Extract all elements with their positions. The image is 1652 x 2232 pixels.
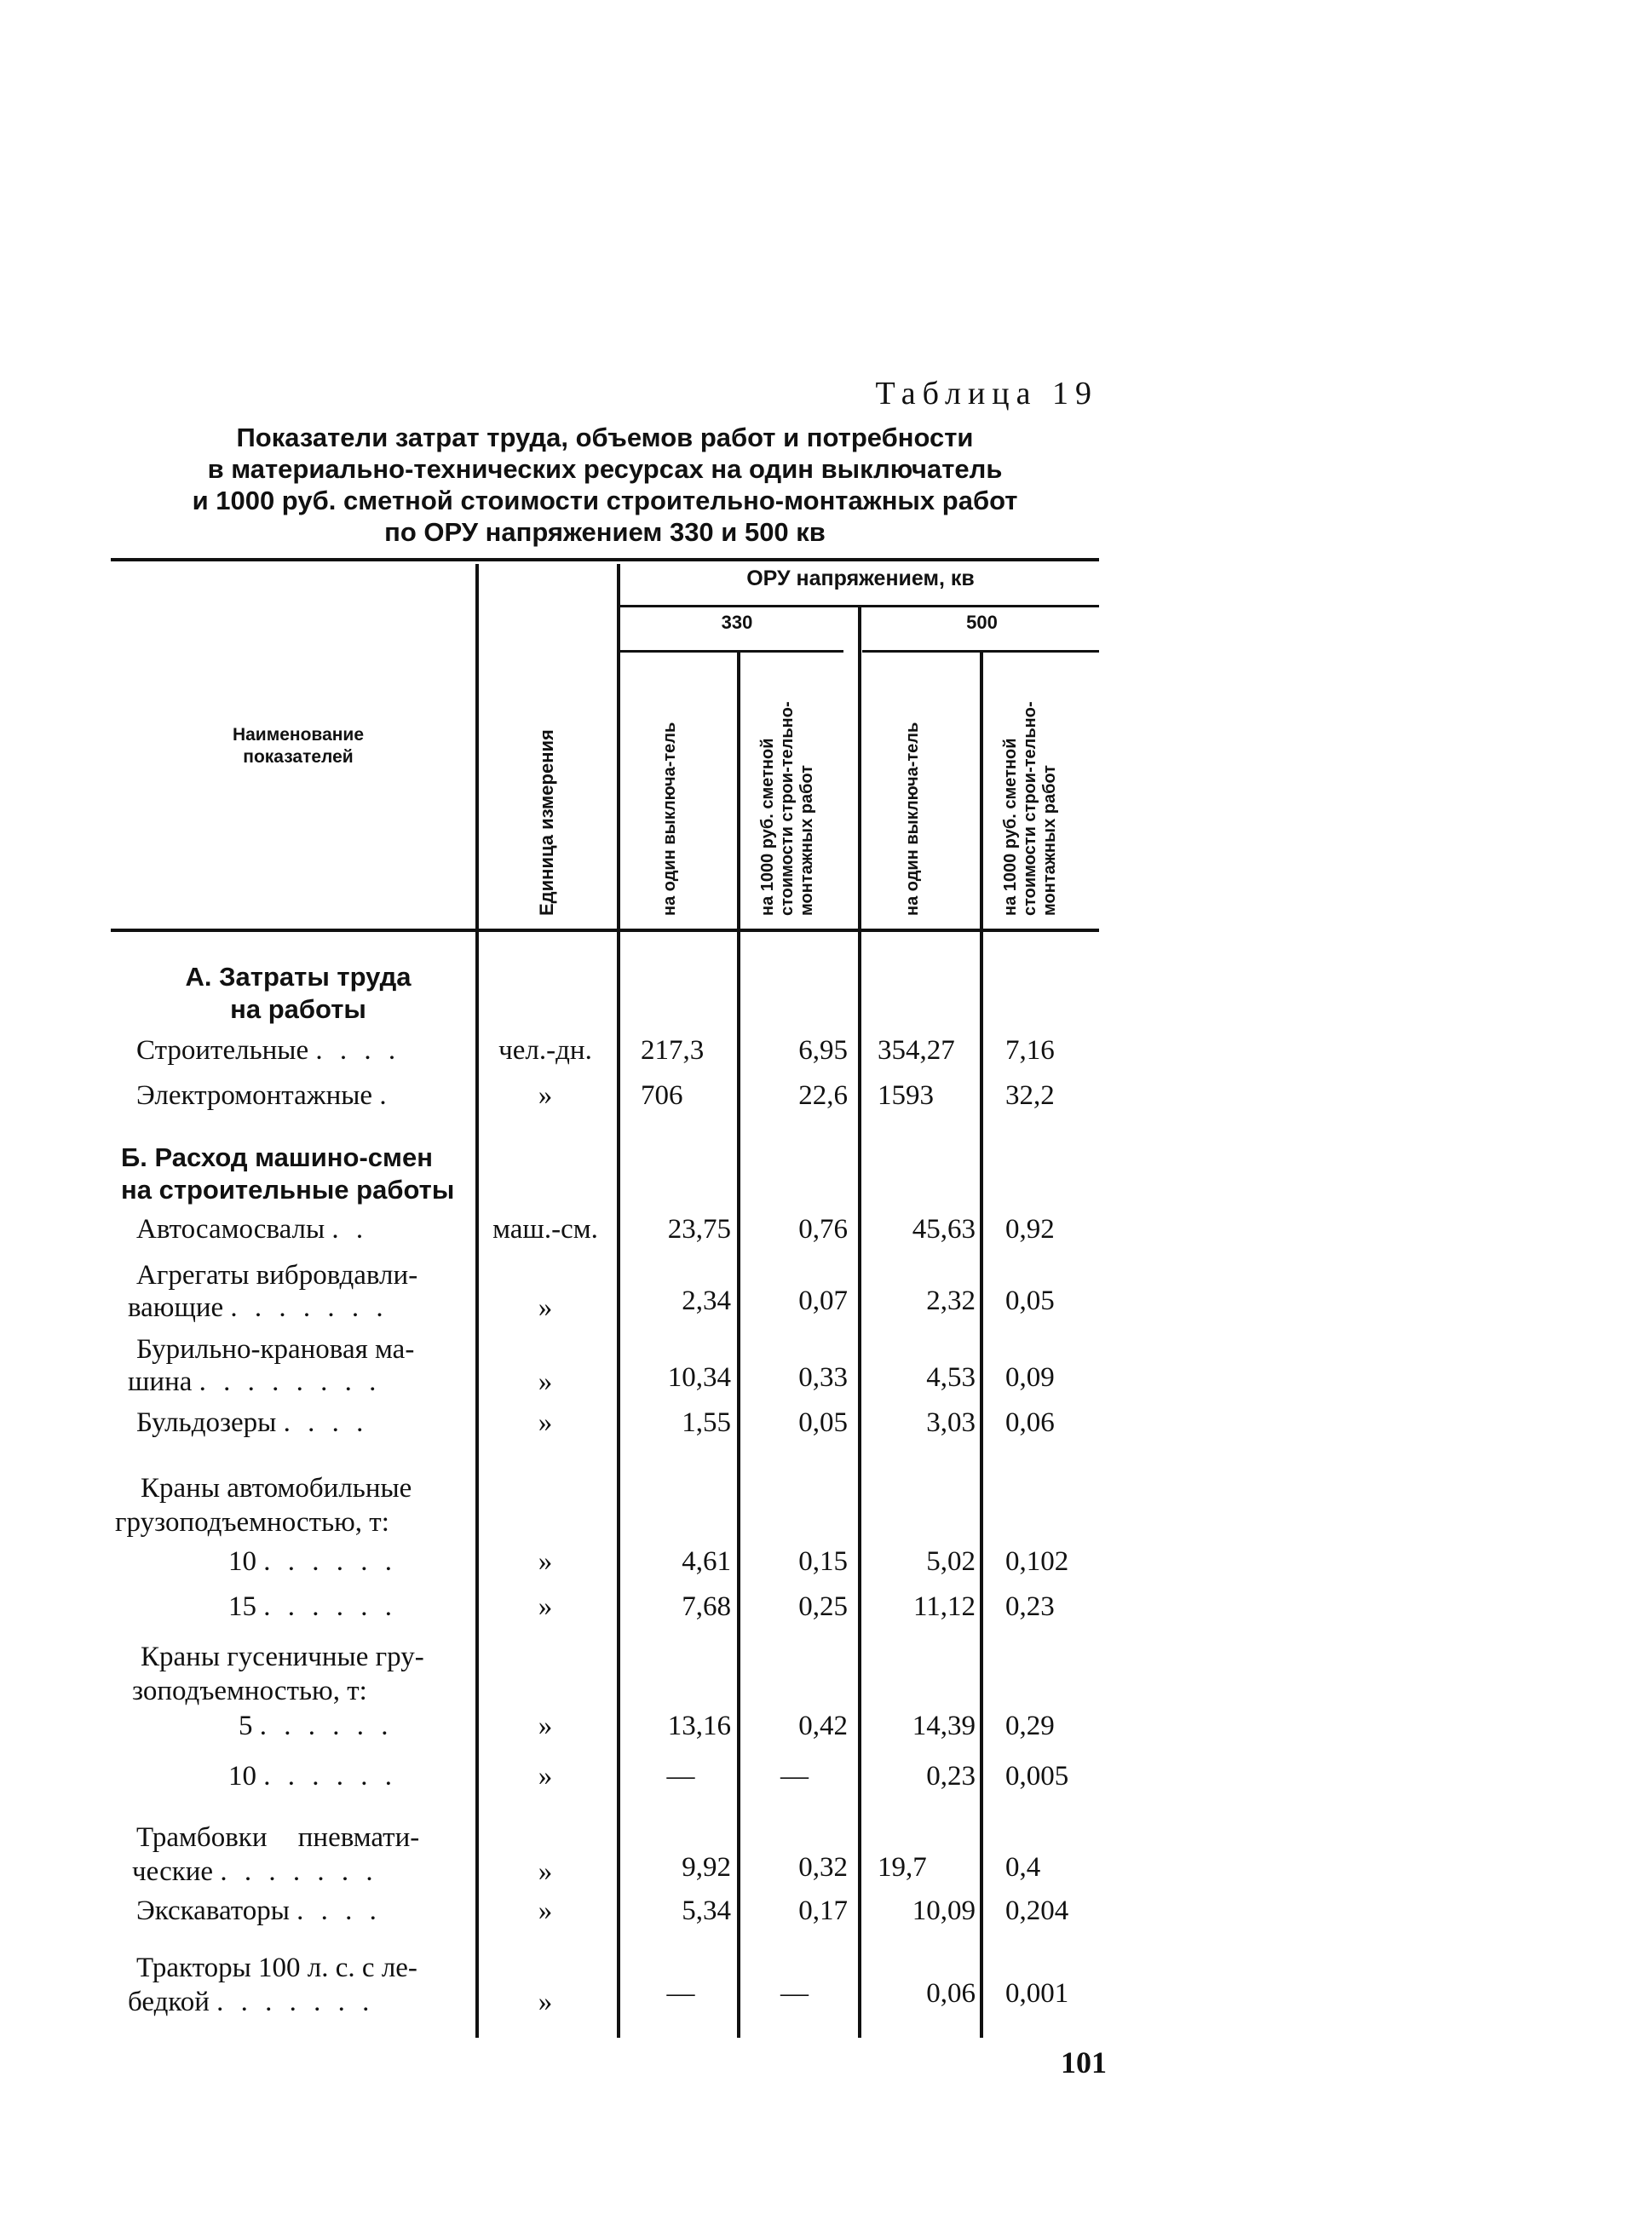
cell-500-1000: 0,204: [1005, 1895, 1069, 1926]
row-unit: »: [538, 1407, 553, 1438]
cell-500-switch: 1593: [878, 1080, 934, 1111]
cell-500-1000: 0,06: [1005, 1407, 1055, 1438]
caption-line: в материально-технических ресурсах на один выключатель: [207, 454, 1003, 484]
cell-330-switch: —: [666, 1978, 695, 2009]
cell-330-switch: 217,3: [641, 1035, 705, 1066]
header-name-column: [136, 724, 460, 768]
row-name: Краны гусеничные гру- зоподъемностью, т:: [132, 1642, 424, 1706]
cell-500-1000: 0,102: [1005, 1546, 1069, 1577]
cell-500-1000: 0,09: [1005, 1362, 1055, 1393]
row-name: Электромонтажные .: [136, 1080, 392, 1111]
cell-500-switch: 5,02: [926, 1546, 976, 1577]
row-name: Строительные . . . .: [136, 1035, 401, 1066]
row-unit: чел.-дн.: [498, 1035, 592, 1066]
header-bottom-rule: [111, 929, 1099, 932]
cell-330-switch: 9,92: [682, 1852, 731, 1883]
row-name: 5 . . . . . .: [239, 1711, 394, 1741]
header-500: 500: [966, 612, 998, 633]
row-unit: »: [538, 1366, 553, 1397]
col-divider-group: [858, 607, 861, 2038]
row-unit: »: [538, 1080, 553, 1111]
header-voltage-group: ОРУ напряжением, кв: [746, 567, 975, 590]
row-unit: »: [538, 1591, 553, 1622]
cell-500-1000: 0,4: [1005, 1852, 1041, 1883]
row-unit: »: [538, 1292, 553, 1323]
cell-500-switch: 45,63: [912, 1214, 976, 1245]
cell-330-switch: 7,68: [682, 1591, 731, 1622]
cell-500-1000: 0,92: [1005, 1214, 1055, 1245]
table-label: Таблица 19: [875, 376, 1098, 411]
cell-330-1000: 0,32: [798, 1852, 848, 1883]
cell-330-1000: —: [780, 1978, 809, 2009]
row-unit: »: [538, 1895, 553, 1926]
cell-500-switch: 0,06: [926, 1978, 976, 2009]
cell-500-switch: 10,09: [912, 1895, 976, 1926]
cell-500-1000: 0,23: [1005, 1591, 1055, 1622]
cell-500-1000: 32,2: [1005, 1080, 1055, 1111]
header-unit-column: Единица измерения: [536, 729, 557, 916]
cell-330-1000: 0,25: [798, 1591, 848, 1622]
page-number: 101: [1061, 2045, 1107, 2080]
col-divider-500: [980, 653, 983, 2038]
cell-500-1000: 7,16: [1005, 1035, 1055, 1066]
cell-330-switch: 1,55: [682, 1407, 731, 1438]
cell-330-1000: 22,6: [798, 1080, 848, 1111]
cell-330-1000: 0,15: [798, 1546, 848, 1577]
cell-500-switch: 3,03: [926, 1407, 976, 1438]
row-unit: »: [538, 1761, 553, 1792]
cell-500-switch: 19,7: [878, 1852, 927, 1883]
header-500-per-switch: на один выключа-тель: [903, 722, 922, 916]
table-top-rule: [111, 558, 1099, 561]
cell-330-switch: 13,16: [667, 1711, 731, 1741]
row-unit: маш.-см.: [492, 1214, 598, 1245]
caption-line: по ОРУ напряжением 330 и 500 кв: [384, 517, 826, 547]
caption-line: Показатели затрат труда, объемов работ и потребности: [236, 423, 974, 452]
cell-500-switch: 4,53: [926, 1362, 976, 1393]
cell-500-switch: 0,23: [926, 1761, 976, 1792]
subgroup-rule-330: [620, 650, 843, 653]
cell-330-1000: 6,95: [798, 1035, 848, 1066]
row-name: Автосамосвалы . .: [136, 1214, 369, 1245]
row-name: 15 . . . . . .: [228, 1591, 397, 1622]
cell-330-1000: 0,33: [798, 1362, 848, 1393]
cell-330-switch: —: [666, 1761, 695, 1792]
row-unit: »: [538, 1546, 553, 1577]
row-name: Трамбовки пневмати- ческие . . . . . . .: [132, 1822, 420, 1887]
cell-500-1000: 0,29: [1005, 1711, 1055, 1741]
cell-500-1000: 0,05: [1005, 1286, 1055, 1316]
row-name: Бурильно-крановая ма- шина . . . . . . . .: [128, 1334, 415, 1397]
cell-500-switch: 11,12: [912, 1591, 976, 1622]
cell-330-switch: 706: [641, 1080, 683, 1111]
row-name: Экскаваторы . . . .: [136, 1895, 382, 1926]
row-name: 10 . . . . . .: [228, 1546, 397, 1577]
row-name: Краны автомобильные грузоподъемностью, т:: [115, 1473, 412, 1538]
cell-330-1000: 0,42: [798, 1711, 848, 1741]
header-330-per-switch: на один выключа-тель: [660, 722, 679, 916]
section-b-title: [121, 1142, 479, 1206]
cell-500-switch: 14,39: [912, 1711, 976, 1741]
section-line: Б. Расход машино-смен: [121, 1142, 433, 1172]
col-divider-330: [737, 653, 740, 2038]
header-330-per-1000: на 1000 руб. сметной стоимости строи-тельно-монтажных работ: [758, 701, 816, 916]
caption-line: и 1000 руб. сметной стоимости строительно-монтажных работ: [192, 486, 1018, 515]
cell-330-switch: 10,34: [667, 1362, 731, 1393]
row-unit: »: [538, 1856, 553, 1887]
cell-500-switch: 2,32: [926, 1286, 976, 1316]
section-line: на строительные работы: [121, 1175, 455, 1205]
header-500-per-1000: на 1000 руб. сметной стоимости строи-тельно-монтажных работ: [1001, 701, 1059, 916]
cell-500-switch: 354,27: [878, 1035, 955, 1066]
cell-330-switch: 5,34: [682, 1895, 731, 1926]
row-name: Агрегаты вибровдавли- вающие . . . . . . .: [128, 1260, 418, 1323]
cell-330-1000: 0,05: [798, 1407, 848, 1438]
cell-330-1000: 0,07: [798, 1286, 848, 1316]
cell-330-1000: 0,76: [798, 1214, 848, 1245]
col-divider-unit: [617, 564, 620, 2038]
cell-330-1000: 0,17: [798, 1895, 848, 1926]
row-name: 10 . . . . . .: [228, 1761, 397, 1792]
row-unit: »: [538, 1711, 553, 1741]
header-330: 330: [721, 612, 753, 633]
section-a-title: [128, 961, 469, 1026]
cell-500-1000: 0,005: [1005, 1761, 1069, 1792]
cell-330-switch: 4,61: [682, 1546, 731, 1577]
header-name-line: Наименование: [232, 725, 365, 745]
cell-330-switch: 2,34: [682, 1286, 731, 1316]
section-line: А. Затраты труда: [185, 962, 412, 992]
cell-330-1000: —: [780, 1761, 809, 1792]
cell-500-1000: 0,001: [1005, 1978, 1069, 2009]
section-line: на работы: [230, 994, 366, 1024]
table-caption: [111, 422, 1099, 548]
row-unit: »: [538, 1987, 553, 2017]
row-name: Тракторы 100 л. с. с ле- бедкой . . . . . . .: [128, 1953, 417, 2017]
cell-330-switch: 23,75: [667, 1214, 731, 1245]
row-name: Бульдозеры . . . .: [136, 1407, 369, 1438]
header-name-line: показателей: [243, 747, 354, 767]
